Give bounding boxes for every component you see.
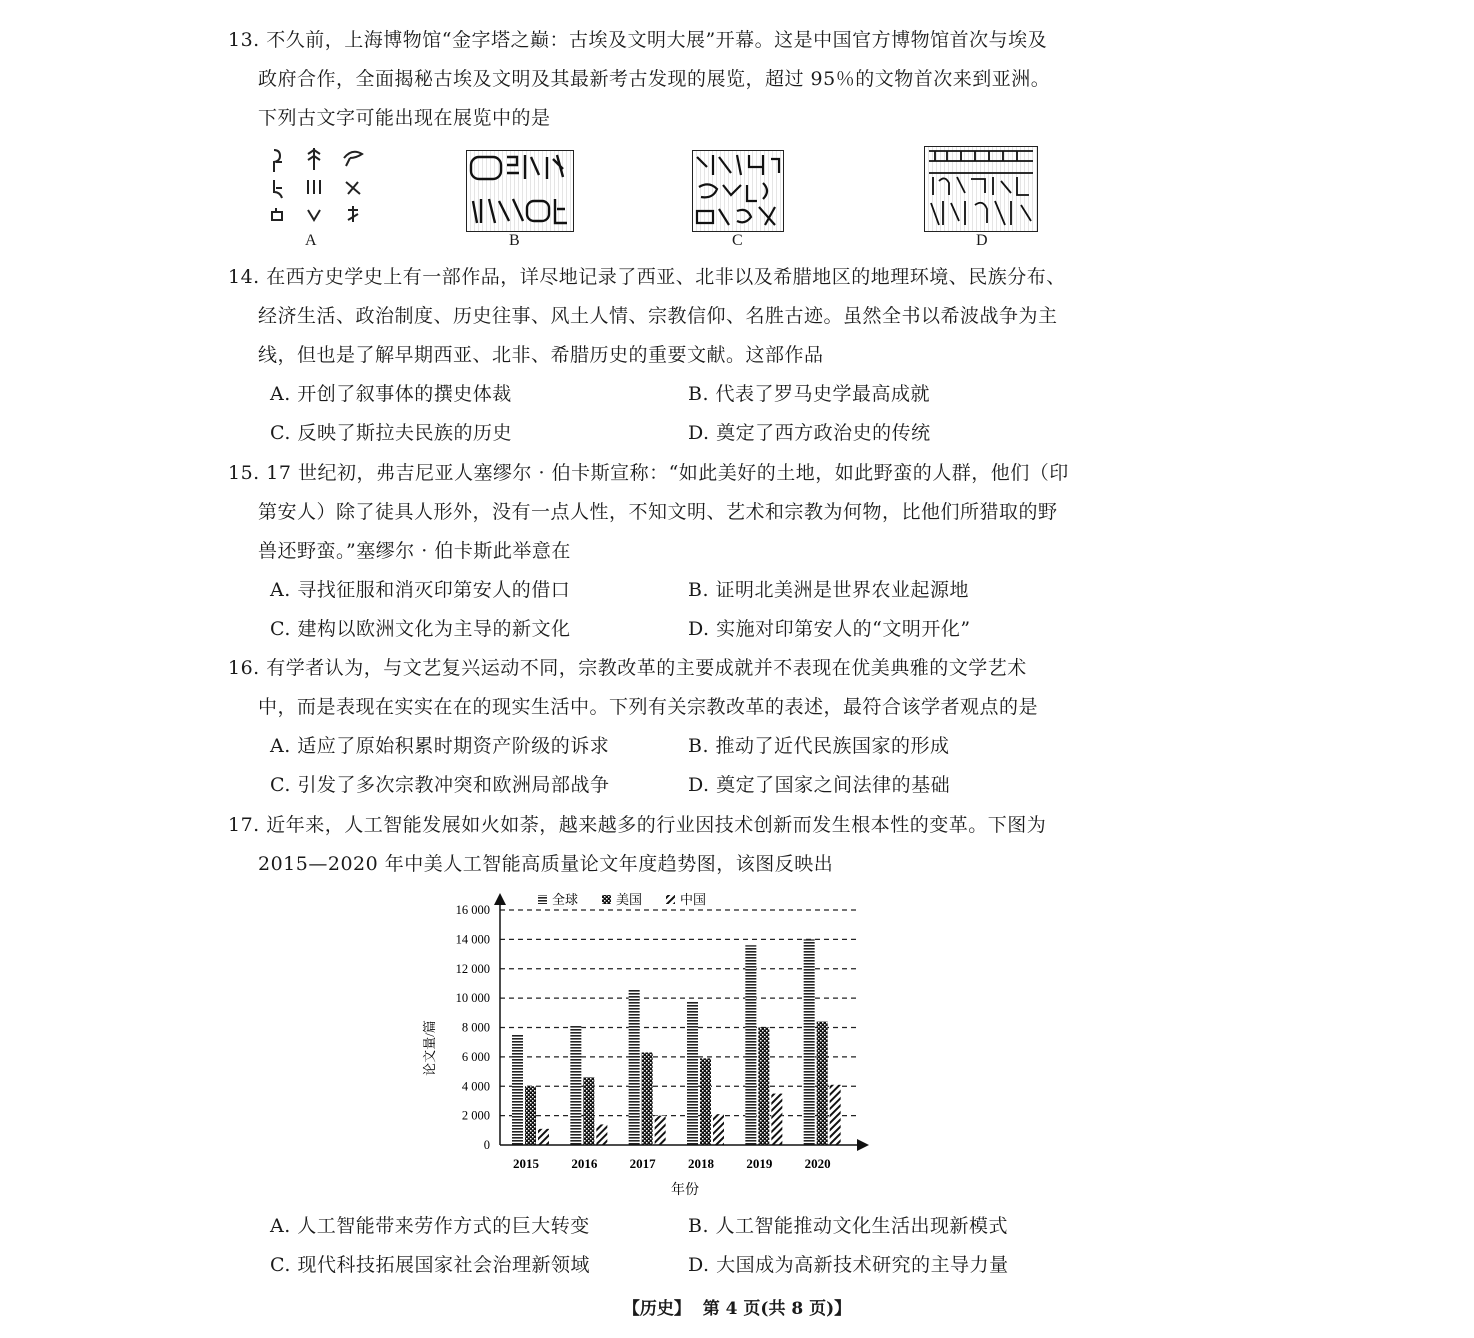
page-footer: [0, 1294, 1474, 1319]
q14-option-b[interactable]: B. 代表了罗马史学最高成就: [688, 383, 931, 405]
q17-option-b[interactable]: B. 人工智能推动文化生活出现新模式: [688, 1215, 1009, 1237]
footer-subject: 【历史】: [622, 1299, 691, 1319]
chart-bar-cn-2020: [830, 1085, 841, 1145]
q16-option-d[interactable]: D. 奠定了国家之间法律的基础: [688, 774, 951, 796]
chart-bar-cn-2015: [538, 1129, 549, 1145]
q13-stem-line-1: 13. 不久前，上海博物馆“金字塔之巅：古埃及文明大展”开幕。这是中国官方博物馆首次与埃及: [228, 29, 1048, 51]
paper-count-chart: [420, 888, 880, 1203]
q13-caption-d: D: [976, 232, 988, 249]
q17-option-a[interactable]: A. 人工智能带来劳作方式的巨大转变: [270, 1215, 590, 1237]
chart-bar-global-2020: [804, 939, 815, 1145]
q16-option-c[interactable]: C. 引发了多次宗教冲突和欧洲局部战争: [270, 774, 610, 796]
chart-x-axis-label: 年份: [671, 1183, 699, 1198]
chart-y-tick-label: 2 000: [461, 1108, 490, 1123]
q13-option-c-image: [692, 150, 784, 232]
q13-caption-b: B: [509, 232, 520, 249]
chart-bar-global-2018: [687, 1001, 698, 1145]
q13-stem-line-3: 下列古文字可能出现在展览中的是: [258, 107, 551, 129]
q14-stem-line-1: 14. 在西方史学史上有一部作品，详尽地记录了西亚、北非以及希腊地区的地理环境、民族分布、: [228, 266, 1066, 288]
chart-x-tick-label: 2018: [688, 1156, 714, 1171]
q15-stem-line-1: 15. 17 世纪初，弗吉尼亚人塞缪尔 · 伯卡斯宣称：“如此美好的土地，如此野蛮的人群，他们（印: [228, 462, 1069, 484]
chart-bar-us-2017: [642, 1052, 653, 1145]
paper-count-chart-svg: [420, 888, 880, 1203]
q16-stem-line-1: 16. 有学者认为，与文艺复兴运动不同，宗教改革的主要成就并不表现在优美典雅的文学艺术: [228, 657, 1027, 679]
chart-y-tick-label: 12 000: [455, 961, 490, 976]
chart-bar-global-2015: [512, 1035, 523, 1145]
q16-option-a[interactable]: A. 适应了原始积累时期资产阶级的诉求: [270, 735, 610, 757]
chart-legend-label-global: 全球: [552, 892, 579, 907]
q15-stem-line-3: 兽还野蛮。”塞缪尔 · 伯卡斯此举意在: [258, 540, 571, 562]
chart-y-tick-label: 4 000: [461, 1079, 490, 1094]
q16-stem-line-2: 中，而是表现在实实在在的现实生活中。下列有关宗教改革的表述，最符合该学者观点的是: [258, 696, 1039, 718]
chart-x-tick-label: 2017: [629, 1156, 656, 1171]
chart-x-tick-label: 2015: [513, 1156, 539, 1171]
chart-bar-cn-2016: [596, 1124, 607, 1145]
q15-stem-line-2: 第安人）除了徒具人形外，没有一点人性，不知文明、艺术和宗教为何物，比他们所猎取的野: [258, 501, 1058, 523]
q13-stem-line-2: 政府合作，全面揭秘古埃及文明及其最新考古发现的展览，超过 95％的文物首次来到亚洲。: [258, 68, 1051, 90]
chart-bar-global-2017: [629, 989, 640, 1145]
chart-bar-us-2016: [583, 1077, 594, 1145]
q15-option-b[interactable]: B. 证明北美洲是世界农业起源地: [688, 579, 970, 601]
footer-page-number: 第 4 页(共 8 页)】: [702, 1299, 852, 1319]
chart-x-tick-label: 2019: [746, 1156, 773, 1171]
chart-y-tick-label: 10 000: [455, 991, 490, 1006]
q17-stem-line-1: 17. 近年来，人工智能发展如火如荼，越来越多的行业因技术创新而发生根本性的变革。下图为: [228, 814, 1047, 836]
chart-legend-swatch-us: [602, 895, 611, 904]
q13-caption-a: A: [305, 232, 317, 249]
q14-option-c[interactable]: C. 反映了斯拉夫民族的历史: [270, 422, 512, 444]
chart-bar-cn-2018: [713, 1114, 724, 1145]
q15-option-a[interactable]: A. 寻找征服和消灭印第安人的借口: [270, 579, 571, 601]
chart-y-axis-label: 论文量/篇: [422, 1020, 437, 1076]
q16-option-b[interactable]: B. 推动了近代民族国家的形成: [688, 735, 950, 757]
q17-stem-line-2: 2015—2020 年中美人工智能高质量论文年度趋势图，该图反映出: [258, 853, 834, 875]
q14-stem-line-2: 经济生活、政治制度、历史往事、风土人情、宗教信仰、名胜古迹。虽然全书以希波战争为主: [258, 305, 1058, 327]
chart-bar-us-2015: [525, 1086, 536, 1145]
q15-option-d[interactable]: D. 实施对印第安人的“文明开化”: [688, 618, 971, 640]
chart-y-tick-label: 6 000: [461, 1049, 490, 1064]
chart-legend: [538, 892, 706, 907]
chart-y-tick-label: 0: [483, 1138, 490, 1152]
chart-bar-global-2016: [570, 1026, 581, 1145]
q13-caption-c: C: [732, 232, 743, 249]
q13-option-b-image: [466, 150, 574, 232]
q13-option-d-image: [924, 146, 1038, 232]
chart-legend-label-us: 美国: [616, 892, 643, 907]
q15-option-c[interactable]: C. 建构以欧洲文化为主导的新文化: [270, 618, 571, 640]
chart-y-tick-label: 8 000: [461, 1020, 490, 1035]
chart-bars: [512, 939, 841, 1145]
chart-legend-swatch-global: [538, 895, 547, 904]
chart-x-tick-label: 2016: [571, 1156, 598, 1171]
q14-stem-line-3: 线，但也是了解早期西亚、北非、希腊历史的重要文献。这部作品: [258, 344, 824, 366]
chart-y-tick-label: 14 000: [455, 932, 490, 947]
chart-bar-us-2019: [758, 1028, 769, 1146]
q13-option-a-image: [262, 144, 372, 228]
q17-option-c[interactable]: C. 现代科技拓展国家社会治理新领域: [270, 1254, 590, 1276]
chart-bar-us-2020: [817, 1022, 828, 1145]
q17-option-d[interactable]: D. 大国成为高新技术研究的主导力量: [688, 1254, 1009, 1276]
q14-option-d[interactable]: D. 奠定了西方政治史的传统: [688, 422, 931, 444]
chart-x-tick-label: 2020: [804, 1156, 831, 1171]
chart-bar-global-2019: [745, 945, 756, 1145]
chart-bar-cn-2019: [771, 1094, 782, 1145]
chart-legend-label-cn: 中国: [680, 892, 707, 907]
chart-bar-cn-2017: [655, 1116, 666, 1145]
chart-bar-us-2018: [700, 1058, 711, 1145]
chart-y-tick-label: 16 000: [455, 903, 490, 917]
chart-legend-swatch-cn: [666, 895, 675, 904]
q14-option-a[interactable]: A. 开创了叙事体的撰史体裁: [270, 383, 512, 405]
